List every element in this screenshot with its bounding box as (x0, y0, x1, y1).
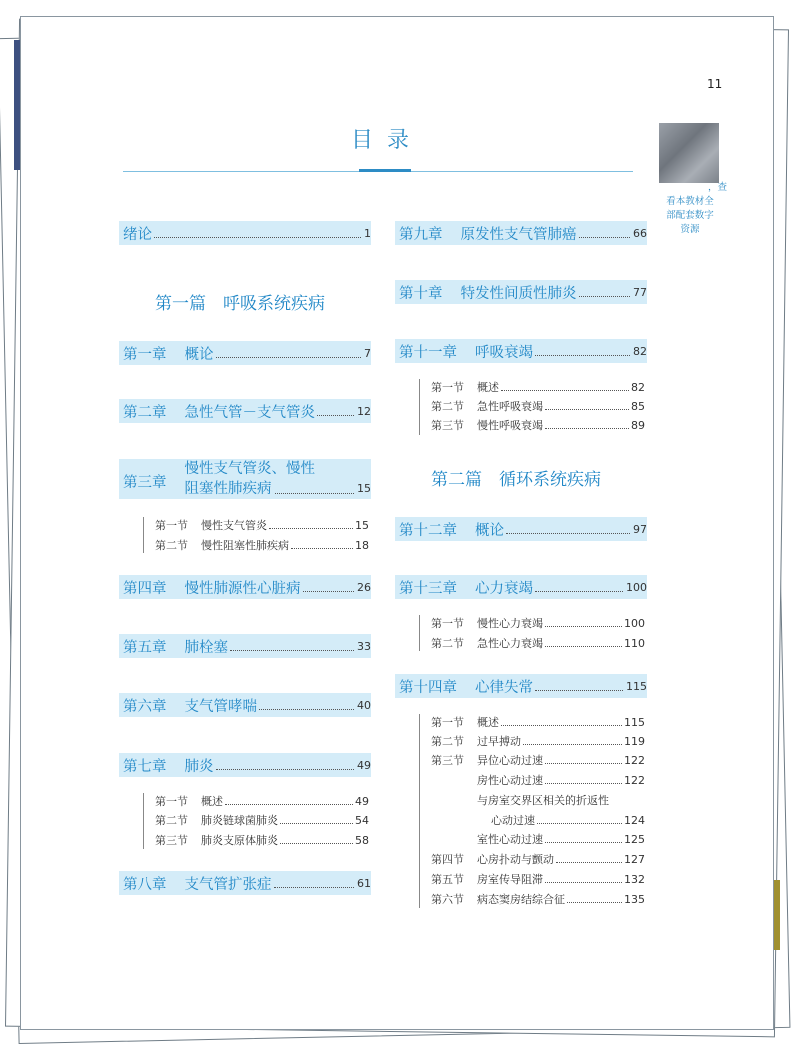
toc-section[interactable]: 第三节 肺炎支原体肺炎 58 (155, 833, 369, 847)
toc-chapter[interactable]: 第十四章 心律失常 115 (395, 674, 647, 698)
part-heading: 第一篇 呼吸系统疾病 (155, 294, 325, 314)
toc-subsection[interactable]: 房性心动过速 122 (477, 773, 645, 787)
qr-caption: ，查 看本教材全 部配套数字 资源 (666, 182, 727, 235)
toc-chapter[interactable]: 第七章 肺炎 49 (119, 753, 371, 777)
toc-subsection[interactable]: 室性心动过速 125 (477, 832, 645, 846)
toc-chapter[interactable]: 第一章 概论 7 (119, 341, 371, 365)
toc-section[interactable]: 第二节 肺炎链球菌肺炎 54 (155, 813, 369, 827)
toc-chapter[interactable]: 第六章 支气管哮喘 40 (119, 693, 371, 717)
toc-page (20, 16, 774, 1030)
toc-chapter[interactable]: 第四章 慢性肺源性心脏病 26 (119, 575, 371, 599)
toc-chapter[interactable]: 第八章 支气管扩张症 61 (119, 871, 371, 895)
toc-section[interactable]: 第二节 慢性阻塞性肺疾病 18 (155, 538, 369, 552)
toc-section[interactable]: 第一节 慢性心力衰竭 100 (431, 616, 645, 630)
toc-section[interactable]: 第一节 概述 82 (431, 380, 645, 394)
toc-section[interactable]: 第二节 急性呼吸衰竭 85 (431, 399, 645, 413)
section-rule (143, 517, 144, 553)
toc-chapter[interactable]: 第十章 特发性间质性肺炎 77 (395, 280, 647, 304)
toc-chapter[interactable]: 第三章 慢性支气管炎、慢性 阻塞性肺疾病 15 (119, 459, 371, 499)
toc-chapter[interactable]: 第十二章 概论 97 (395, 517, 647, 541)
toc-section[interactable]: 第三节 异位心动过速 122 (431, 753, 645, 767)
toc-chapter[interactable]: 第九章 原发性支气管肺癌 66 (395, 221, 647, 245)
section-rule (419, 379, 420, 435)
title-rule-accent (359, 169, 411, 172)
qr-code-image[interactable] (659, 123, 719, 183)
toc-section[interactable]: 第五节 房室传导阻滞 132 (431, 872, 645, 886)
part-heading: 第二篇 循环系统疾病 (431, 470, 601, 490)
toc-section[interactable]: 第四节 心房扑动与颤动 127 (431, 852, 645, 866)
section-rule (419, 615, 420, 651)
toc-section[interactable]: 第二节 急性心力衰竭 110 (431, 636, 645, 650)
toc-chapter[interactable]: 第十一章 呼吸衰竭 82 (395, 339, 647, 363)
toc-section[interactable]: 第一节 概述 115 (431, 715, 645, 729)
toc-chapter[interactable]: 第十三章 心力衰竭 100 (395, 575, 647, 599)
section-rule (143, 793, 144, 849)
page-title: 目录 (351, 128, 424, 153)
toc-section[interactable]: 第三节 慢性呼吸衰竭 89 (431, 418, 645, 432)
section-rule (419, 714, 420, 908)
toc-chapter[interactable]: 第二章 急性气管－支气管炎 12 (119, 399, 371, 423)
page-number: 11 (707, 77, 723, 91)
toc-subsection[interactable]: 与房室交界区相关的折返性 (477, 794, 609, 807)
toc-section[interactable]: 第一节 慢性支气管炎 15 (155, 518, 369, 532)
toc-chapter[interactable]: 第五章 肺栓塞 33 (119, 634, 371, 658)
toc-subsection[interactable]: 心动过速 124 (491, 813, 645, 827)
toc-section[interactable]: 第一节 概述 49 (155, 794, 369, 808)
toc-section[interactable]: 第二节 过早搏动 119 (431, 734, 645, 748)
toc-section[interactable]: 第六节 病态窦房结综合征 135 (431, 892, 645, 906)
toc-entry-intro[interactable]: 绪论 1 (119, 221, 371, 245)
